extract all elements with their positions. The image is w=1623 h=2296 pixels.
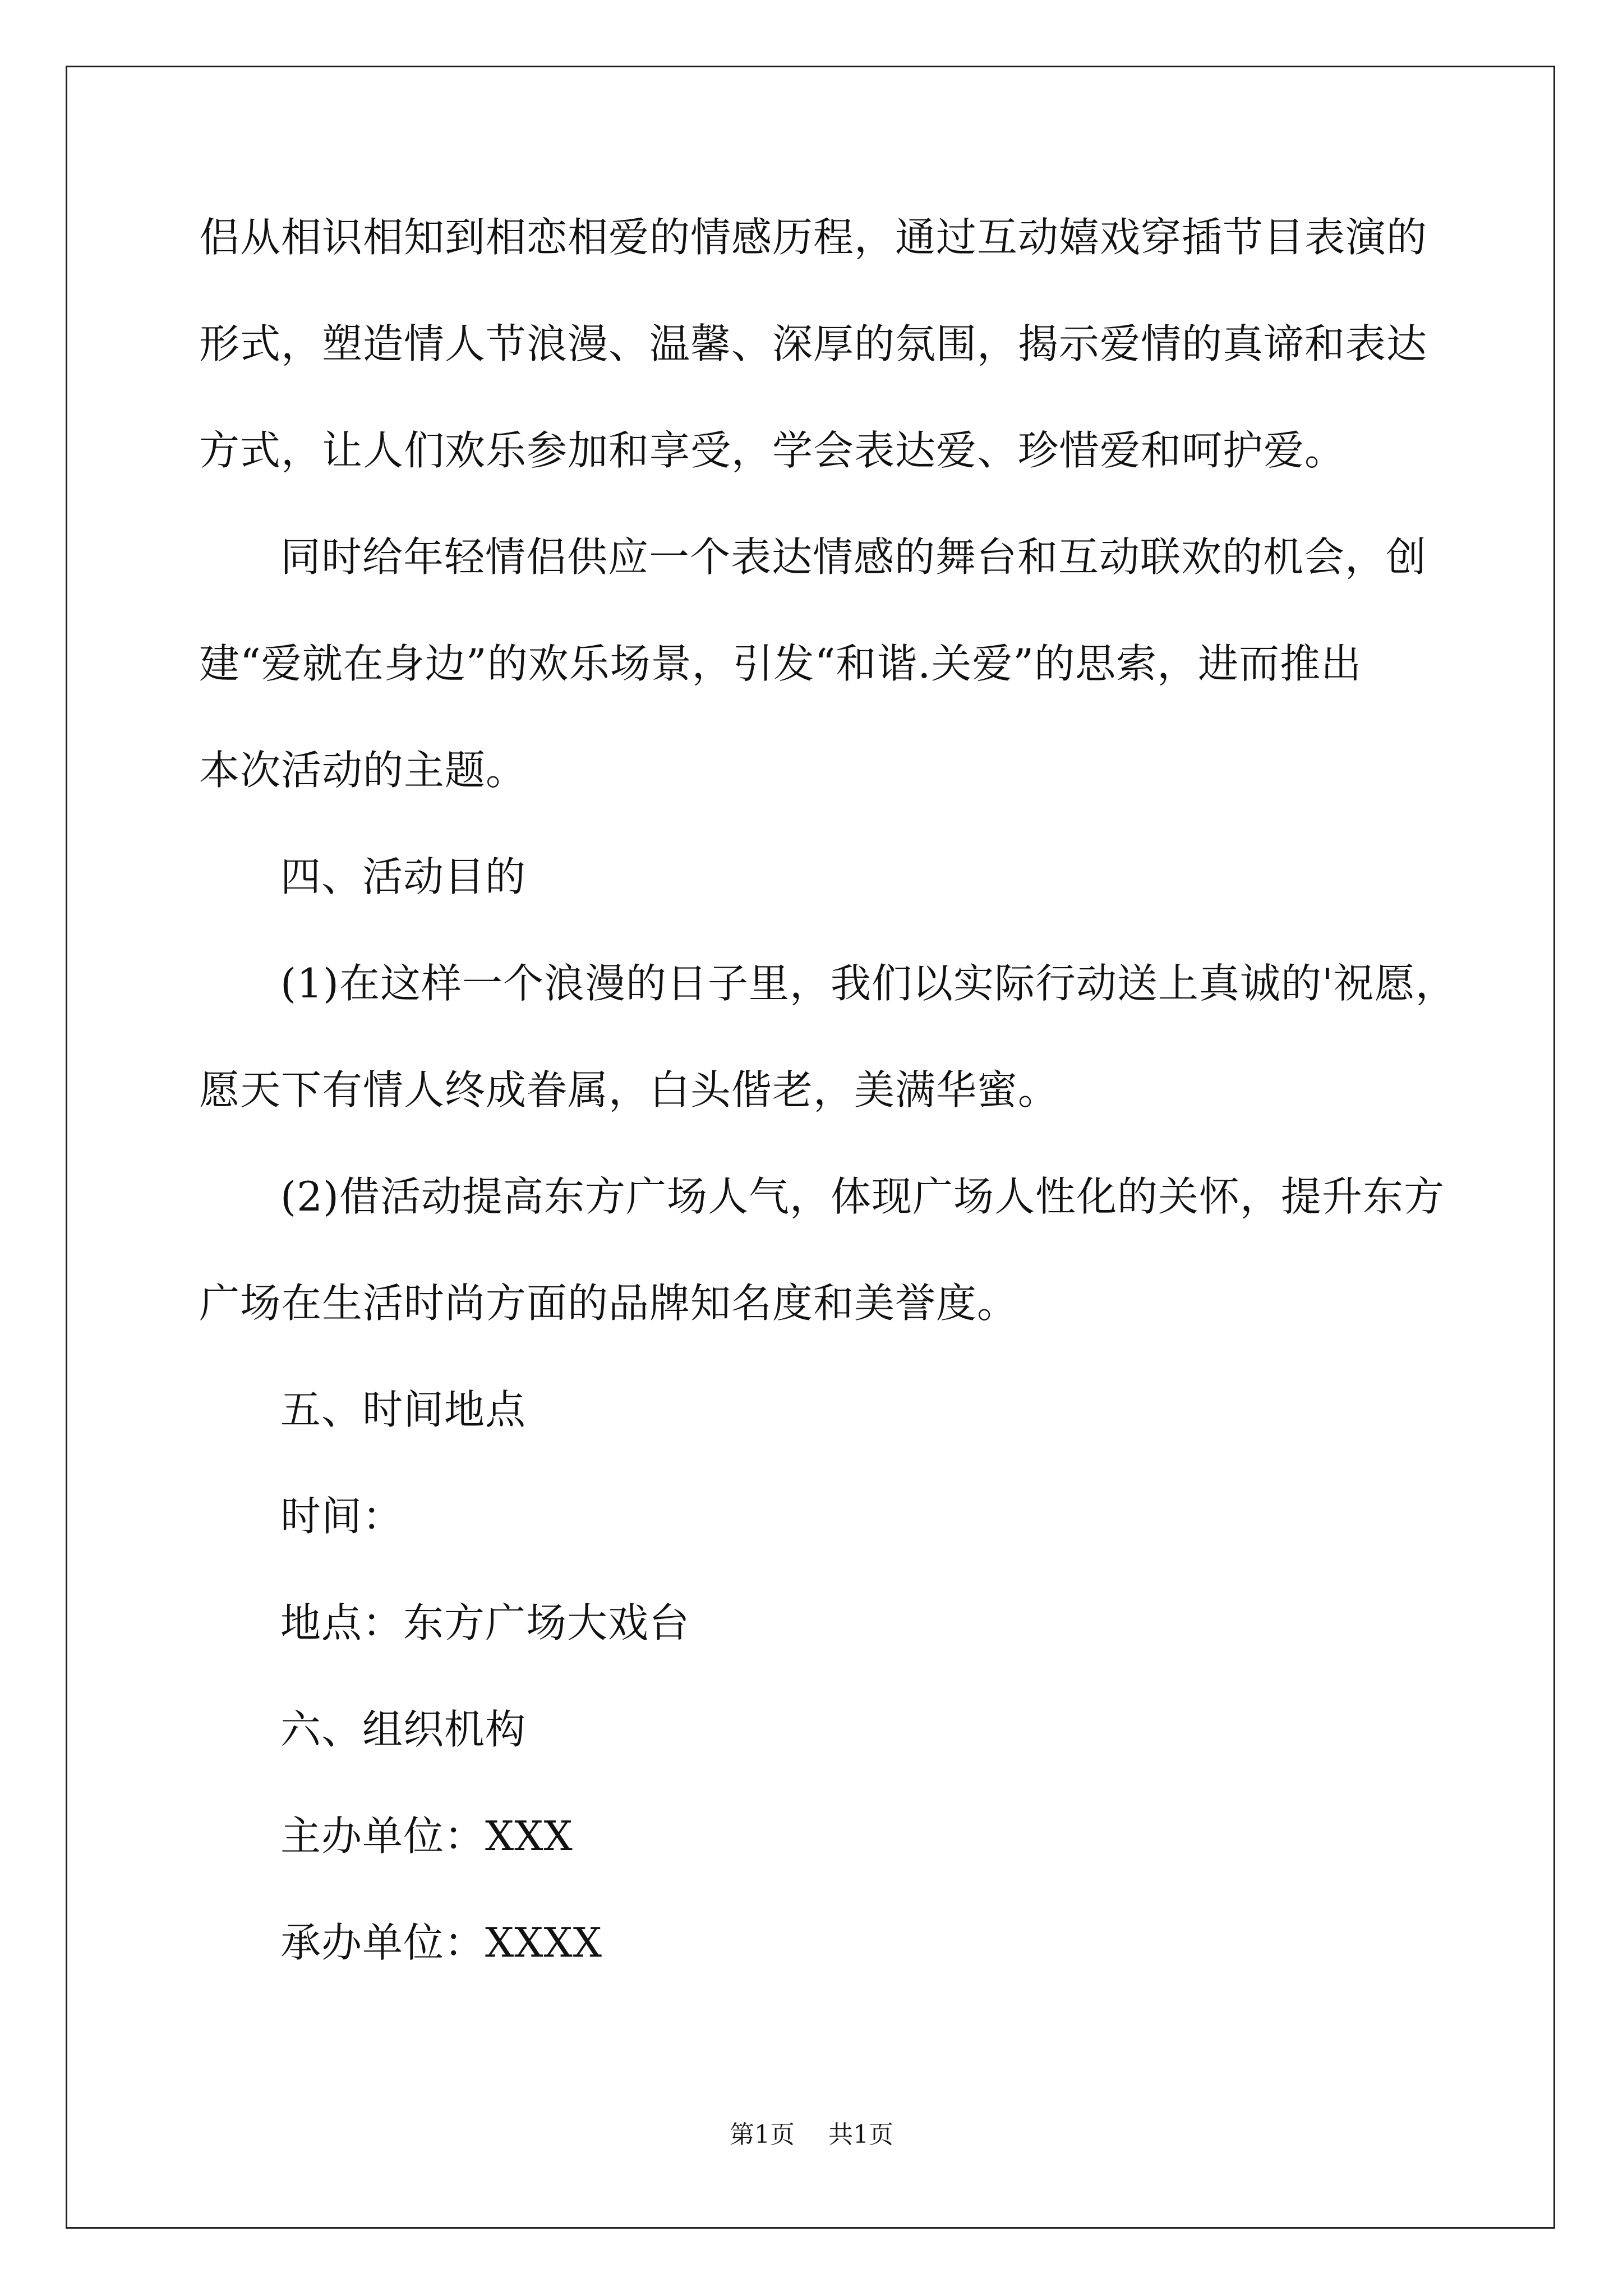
page-footer (0, 2118, 1623, 2152)
text-line: (2)借活动提高东方广场人气，体现广场人性化的关怀，提升东方 (280, 1173, 1445, 1220)
page-border (66, 66, 1555, 2229)
text-line: 建“爱就在身边”的欢乐场景，引发“和谐.关爱”的思索，进而推出 (199, 640, 1362, 687)
text-line: 方式，让人们欢乐参加和享受，学会表达爱、珍惜爱和呵护爱。 (199, 427, 1346, 474)
text-line: 地点：东方广场大戏台 (280, 1599, 690, 1646)
text-line: 时间： (280, 1493, 404, 1540)
text-line: 广场在生活时尚方面的品牌知名度和美誉度。 (199, 1280, 1018, 1327)
text-line: 本次活动的主题。 (199, 747, 527, 794)
section-heading: 六、组织机构 (280, 1706, 527, 1753)
section-heading: 四、活动目的 (280, 853, 527, 900)
text-line: (1)在这样一个浪漫的日子里，我们以实际行动送上真诚的'祝愿， (280, 960, 1456, 1007)
text-line: 同时给年轻情侣供应一个表达情感的舞台和互动联欢的机会，创 (280, 533, 1427, 581)
page-number-current: 第1页 (730, 2120, 795, 2149)
text-line: 愿天下有情人终成眷属，白头偕老，美满华蜜。 (199, 1066, 1059, 1114)
text-line: 形式，塑造情人节浪漫、温馨、深厚的氛围，揭示爱情的真谛和表达 (199, 320, 1428, 367)
text-line: 侣从相识相知到相恋相爱的情感历程，通过互动嬉戏穿插节目表演的 (199, 214, 1428, 261)
text-line: 承办单位：XXXX (280, 1919, 603, 1966)
section-heading: 五、时间地点 (280, 1386, 527, 1433)
text-line: 主办单位：XXX (280, 1812, 573, 1860)
page-number-total: 共1页 (828, 2120, 893, 2149)
